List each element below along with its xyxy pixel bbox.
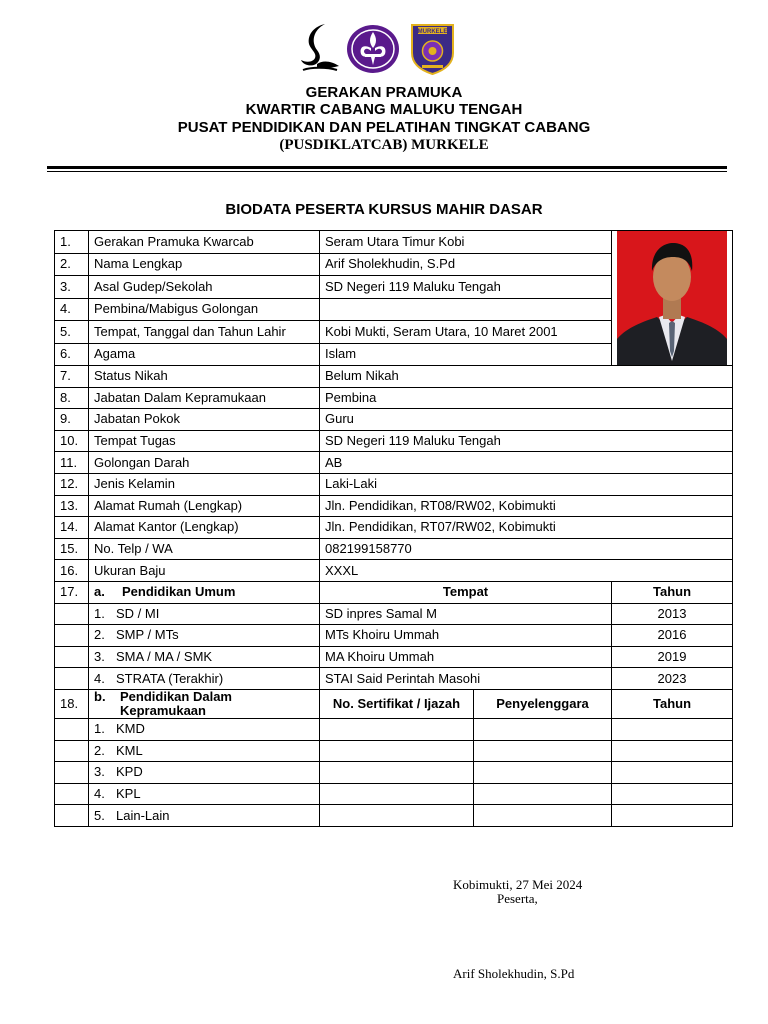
participant-photo <box>617 231 727 365</box>
field-label: Jabatan Pokok <box>89 409 320 431</box>
field-label: Agama <box>89 343 320 366</box>
field-label: Ukuran Baju <box>89 560 320 582</box>
row-number-empty <box>55 603 89 625</box>
table-row <box>55 718 733 740</box>
table-row <box>55 387 733 409</box>
course-level <box>89 718 320 740</box>
row-number: 10. <box>55 430 89 452</box>
row-number-empty <box>55 625 89 647</box>
school-name: MA Khoiru Ummah <box>320 646 612 668</box>
column-header-place: Tempat <box>320 581 612 603</box>
organizer <box>474 762 612 784</box>
course-level <box>89 762 320 784</box>
level-name: SMA / MA / SMK <box>116 649 213 665</box>
field-value <box>320 298 612 321</box>
portrait-image <box>617 231 727 365</box>
field-value: Belum Nikah <box>320 366 733 388</box>
row-number: 18. <box>55 689 89 718</box>
level-name: SMP / MTs <box>116 627 179 643</box>
field-label: Tempat, Tanggal dan Tahun Lahir <box>89 321 320 344</box>
education-level <box>89 625 320 647</box>
signature-name: Arif Sholekhudin, S.Pd <box>453 966 575 981</box>
header-rule-thick <box>47 166 727 169</box>
level-name: STRATA (Terakhir) <box>116 670 224 686</box>
organizer <box>474 805 612 827</box>
field-label: Status Nikah <box>89 366 320 388</box>
table-row <box>55 805 733 827</box>
field-label: Nama Lengkap <box>89 253 320 276</box>
table-row <box>55 452 733 474</box>
tunas-kelapa-icon <box>297 20 343 76</box>
section-title: Pendidikan Umum <box>122 584 236 600</box>
field-value: Jln. Pendidikan, RT08/RW02, Kobimukti <box>320 495 733 517</box>
table-row <box>55 581 733 603</box>
row-number: 9. <box>55 409 89 431</box>
field-label: Pembina/Mabigus Golongan <box>89 298 320 321</box>
row-number: 5. <box>55 321 89 344</box>
course-year <box>612 740 733 762</box>
field-label: Alamat Kantor (Lengkap) <box>89 517 320 539</box>
table-row <box>55 473 733 495</box>
table-row <box>55 625 733 647</box>
table-row <box>55 740 733 762</box>
course-year <box>612 762 733 784</box>
field-label: Jenis Kelamin <box>89 473 320 495</box>
field-label: Alamat Rumah (Lengkap) <box>89 495 320 517</box>
section-title-line1: Pendidikan Dalam <box>120 689 232 704</box>
row-number: 16. <box>55 560 89 582</box>
certificate-number <box>320 762 474 784</box>
row-number: 3. <box>55 276 89 299</box>
school-name: MTs Khoiru Ummah <box>320 625 612 647</box>
course-name: KPD <box>116 764 143 780</box>
certificate-number <box>320 718 474 740</box>
center-abbrev: (PUSDIKLATCAB) MURKELE <box>279 137 489 153</box>
item-number: 3. <box>94 649 105 665</box>
row-number-empty <box>55 805 89 827</box>
table-row <box>55 430 733 452</box>
item-number: 4. <box>94 785 105 801</box>
table-row <box>55 603 733 625</box>
table-row <box>55 409 733 431</box>
graduation-year: 2013 <box>612 603 733 625</box>
course-year <box>612 718 733 740</box>
table-row <box>55 689 733 718</box>
row-number: 11. <box>55 452 89 474</box>
table-row <box>55 560 733 582</box>
organizer <box>474 783 612 805</box>
row-number: 8. <box>55 387 89 409</box>
course-name: KML <box>116 742 143 758</box>
field-label: Jabatan Dalam Kepramukaan <box>89 387 320 409</box>
organizer <box>474 718 612 740</box>
course-name: KPL <box>116 785 141 801</box>
document-title: BIODATA PESERTA KURSUS MAHIR DASAR <box>225 201 543 218</box>
row-number: 15. <box>55 538 89 560</box>
graduation-year: 2019 <box>612 646 733 668</box>
table-row <box>55 366 733 388</box>
column-header-certificate: No. Sertifikat / Ijazah <box>320 689 474 718</box>
row-number-empty <box>55 783 89 805</box>
row-number: 7. <box>55 366 89 388</box>
field-label: Gerakan Pramuka Kwarcab <box>89 231 320 254</box>
signature-place-date: Kobimukti, 27 Mei 2024 <box>453 877 583 892</box>
edu-scout-label <box>89 689 320 718</box>
table-row <box>55 231 733 254</box>
school-name: STAI Said Perintah Masohi <box>320 668 612 690</box>
center-name: PUSAT PENDIDIKAN DAN PELATIHAN TINGKAT CABANG <box>177 119 591 136</box>
course-name: KMD <box>116 721 145 737</box>
field-value: AB <box>320 452 733 474</box>
murkele-shield-icon <box>410 23 455 75</box>
field-value: Arif Sholekhudin, S.Pd <box>320 253 612 276</box>
section-title-line2: Kepramukaan <box>120 702 206 718</box>
item-number: 2. <box>94 627 105 643</box>
item-number: 4. <box>94 670 105 686</box>
row-number: 6. <box>55 343 89 366</box>
field-value: Laki-Laki <box>320 473 733 495</box>
education-level <box>89 668 320 690</box>
row-number: 2. <box>55 253 89 276</box>
course-level <box>89 805 320 827</box>
column-header-year: Tahun <box>612 581 733 603</box>
row-number: 12. <box>55 473 89 495</box>
field-value: Kobi Mukti, Seram Utara, 10 Maret 2001 <box>320 321 612 344</box>
table-row <box>55 538 733 560</box>
section-letter: b. <box>94 689 106 704</box>
edu-general-label <box>89 581 320 603</box>
field-value: 082199158770 <box>320 538 733 560</box>
course-level <box>89 740 320 762</box>
field-value: XXXL <box>320 560 733 582</box>
school-name: SD inpres Samal M <box>320 603 612 625</box>
field-value: Jln. Pendidikan, RT07/RW02, Kobimukti <box>320 517 733 539</box>
field-value: Guru <box>320 409 733 431</box>
item-number: 5. <box>94 807 105 823</box>
item-number: 1. <box>94 605 105 621</box>
certificate-number <box>320 783 474 805</box>
shield-logo-text: MURKELE <box>417 29 448 35</box>
course-year <box>612 783 733 805</box>
row-number: 13. <box>55 495 89 517</box>
certificate-number <box>320 805 474 827</box>
row-number-empty <box>55 646 89 668</box>
item-number: 1. <box>94 721 105 737</box>
row-number-empty <box>55 740 89 762</box>
biodata-table <box>54 230 733 827</box>
row-number: 1. <box>55 231 89 254</box>
organizer <box>474 740 612 762</box>
row-number-empty <box>55 718 89 740</box>
signature-role: Peserta, <box>497 891 538 906</box>
field-label: Asal Gudep/Sekolah <box>89 276 320 299</box>
table-row <box>55 495 733 517</box>
table-row <box>55 646 733 668</box>
field-value: Pembina <box>320 387 733 409</box>
field-value: SD Negeri 119 Maluku Tengah <box>320 430 733 452</box>
field-value: SD Negeri 119 Maluku Tengah <box>320 276 612 299</box>
row-number: 14. <box>55 517 89 539</box>
row-number-empty <box>55 668 89 690</box>
header-logos <box>0 18 768 78</box>
section-letter: a. <box>94 584 105 600</box>
org-name: GERAKAN PRAMUKA <box>305 84 463 101</box>
education-level <box>89 603 320 625</box>
row-number: 4. <box>55 298 89 321</box>
table-row <box>55 762 733 784</box>
item-number: 3. <box>94 764 105 780</box>
course-name: Lain-Lain <box>116 807 170 823</box>
field-label: No. Telp / WA <box>89 538 320 560</box>
row-number-empty <box>55 762 89 784</box>
field-label: Golongan Darah <box>89 452 320 474</box>
row-number: 17. <box>55 581 89 603</box>
kwartir-name: KWARTIR CABANG MALUKU TENGAH <box>245 101 523 118</box>
field-label: Tempat Tugas <box>89 430 320 452</box>
education-level <box>89 646 320 668</box>
table-row <box>55 517 733 539</box>
table-row <box>55 783 733 805</box>
pramuka-fleur-de-lis-icon <box>346 24 400 74</box>
field-value: Islam <box>320 343 612 366</box>
level-name: SD / MI <box>116 605 160 621</box>
graduation-year: 2023 <box>612 668 733 690</box>
table-row <box>55 668 733 690</box>
photo-cell <box>612 231 733 366</box>
course-level <box>89 783 320 805</box>
item-number: 2. <box>94 742 105 758</box>
course-year <box>612 805 733 827</box>
certificate-number <box>320 740 474 762</box>
field-value: Seram Utara Timur Kobi <box>320 231 612 254</box>
header-rule-thin <box>47 171 727 172</box>
graduation-year: 2016 <box>612 625 733 647</box>
column-header-organizer: Penyelenggara <box>474 689 612 718</box>
column-header-year: Tahun <box>612 689 733 718</box>
